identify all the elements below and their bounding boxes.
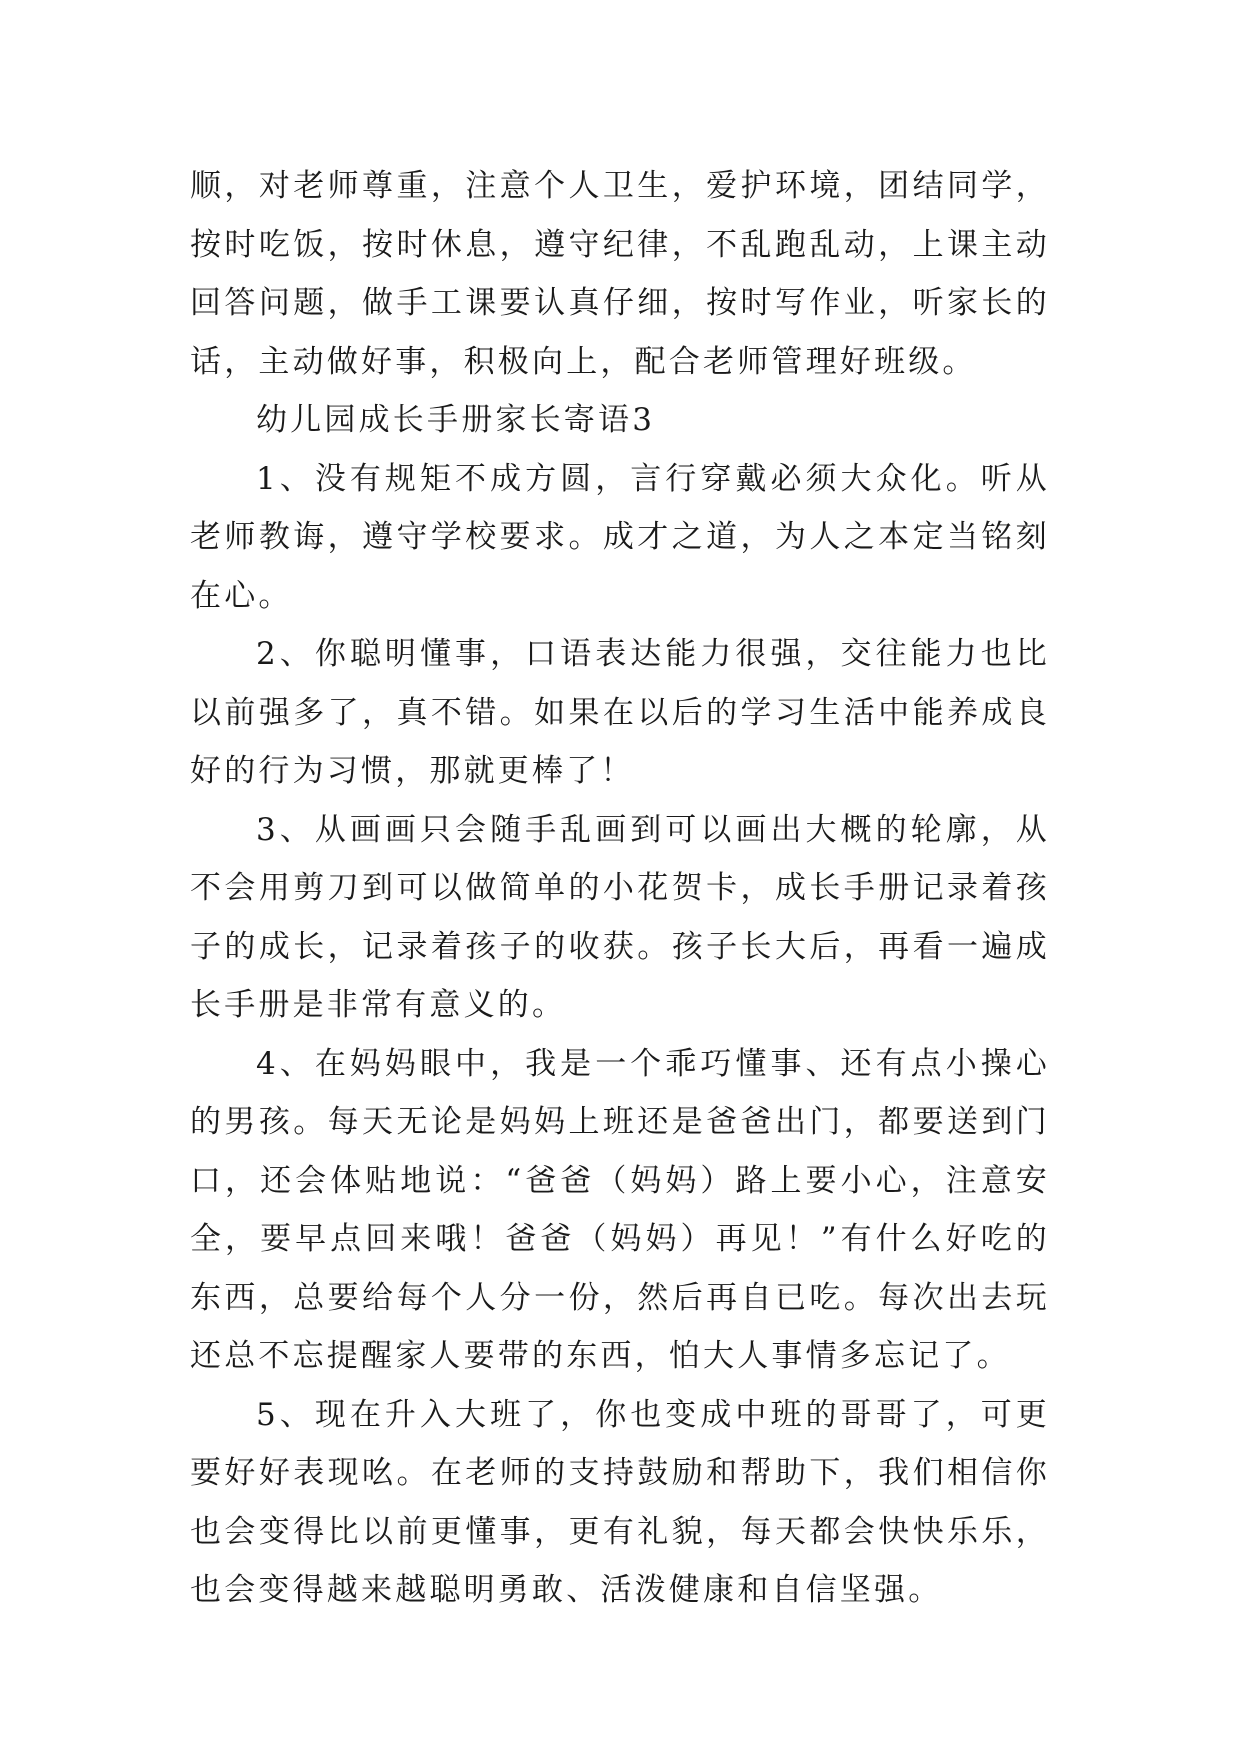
paragraph-item-1: 1、没有规矩不成方圆，言行穿戴必须大众化。听从老师教诲，遵守学校要求。成才之道，为人之本定当铭刻在心。: [190, 460, 1050, 614]
paragraph-item-5: 5、现在升入大班了，你也变成中班的哥哥了，可更要好好表现吆。在老师的支持鼓励和帮助下，我们相信你也会变得比以前更懂事，更有礼貌，每天都会快快乐乐，也会变得越来越聪明勇敢、活泼健康和自信坚强。: [190, 1396, 1050, 1608]
section-heading: 幼儿园成长手册家长寄语3: [256, 402, 656, 438]
paragraph-item-3: 3、从画画只会随手乱画到可以画出大概的轮廓，从不会用剪刀到可以做简单的小花贺卡，成长手册记录着孩子的成长，记录着孩子的收获。孩子长大后，再看一遍成长手册是非常有意义的。: [190, 811, 1050, 1023]
paragraph-continuation: 顺，对老师尊重，注意个人卫生，爱护环境，团结同学，按时吃饭，按时休息，遵守纪律，不乱跑乱动，上课主动回答问题，做手工课要认真仔细，按时写作业，听家长的话，主动做好事，积极向上，配合老师管理好班级。: [190, 168, 1050, 380]
paragraph-item-2: 2、你聪明懂事，口语表达能力很强，交往能力也比以前强多了，真不错。如果在以后的学习生活中能养成良好的行为习惯，那就更棒了！: [190, 636, 1050, 789]
document-body: [190, 157, 1050, 1620]
paragraph-item-4: 4、在妈妈眼中，我是一个乖巧懂事、还有点小操心的男孩。每天无论是妈妈上班还是爸爸出门，都要送到门口，还会体贴地说：“爸爸（妈妈）路上要小心，注意安全，要早点回来哦！爸爸（妈妈）再见！”有什么好吃的东西，总要给每个人分一份，然后再自已吃。每次出去玩还总不忘提醒家人要带的东西，怕大人事情多忘记了。: [190, 1045, 1050, 1374]
